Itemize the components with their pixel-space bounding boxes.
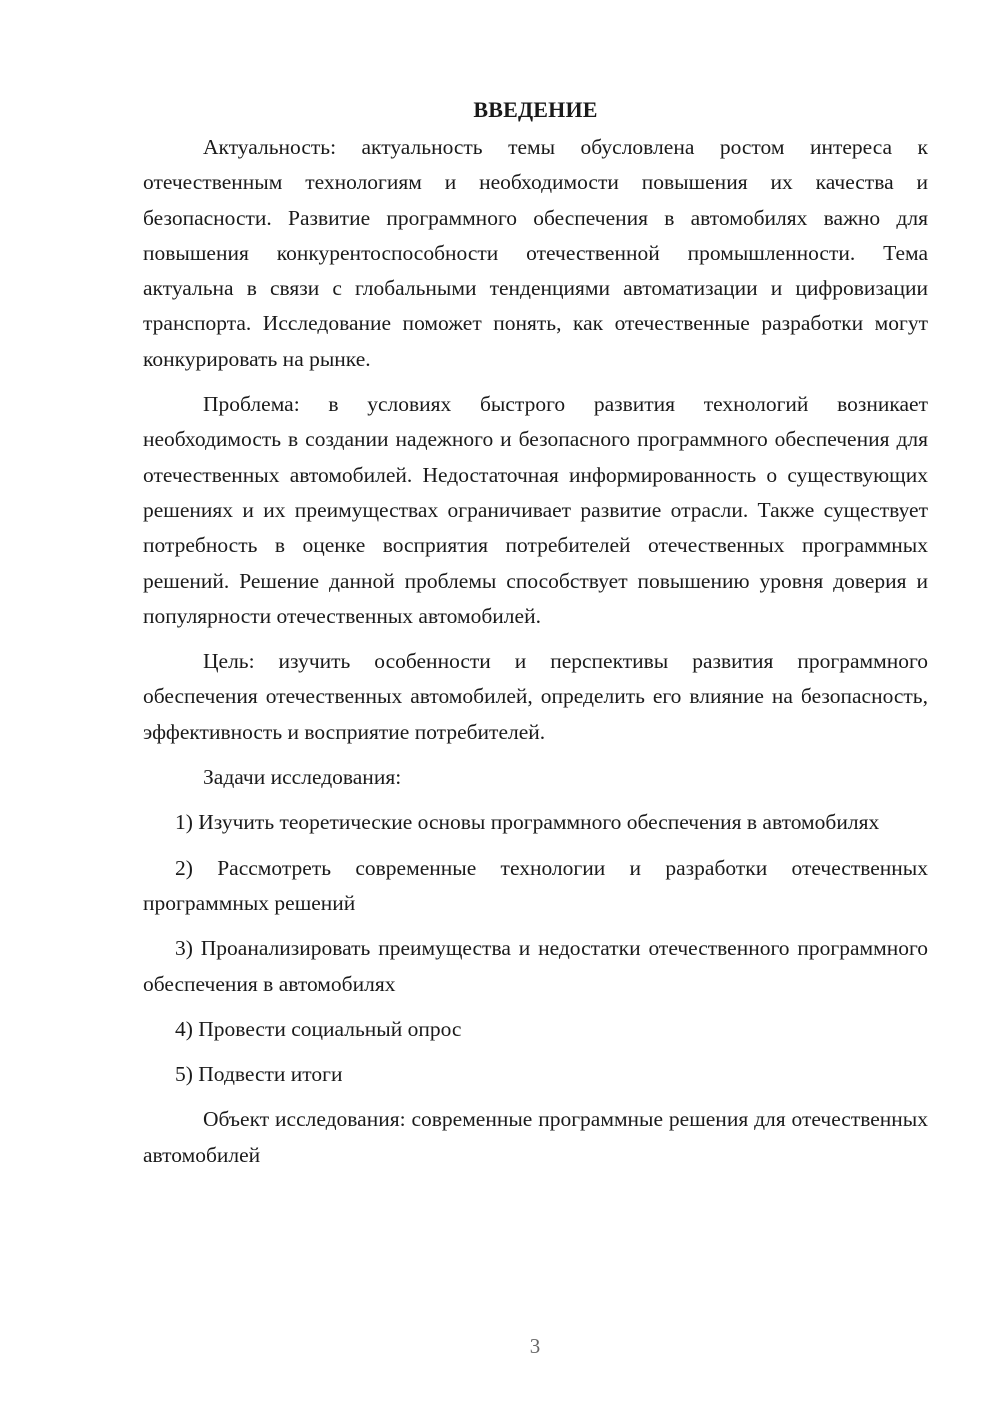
paragraph-goal: Цель: изучить особенности и перспективы развития программного обеспечения отечественных автомобилей, определить его влияние на безопасность, эффективность и восприятие потребителей. (143, 649, 928, 744)
task-item-5: 5) Подвести итоги (175, 1062, 343, 1087)
task-item-2: 2) Рассмотреть современные технологии и разработки отечественных программных решений (143, 855, 928, 915)
task-item-3: 3) Проанализировать преимущества и недостатки отечественного программного обеспечения в автомобилях (143, 936, 928, 996)
paragraph-object: Объект исследования: современные программные решения для отечественных автомобилей (143, 1107, 928, 1167)
paragraph-problem: Проблема: в условиях быстрого развития технологий возникает необходимость в создании надежного и безопасного программного обеспечения для отечественных автомобилей. Недостаточная информированность о существующих решениях и их преимуществах ограничивает развитие отрасли. Также существует потребность в оценке восприятия потребителей отечественных программных решений. Решение данной проблемы способствует повышению уровня доверия и популярности отечественных автомобилей. (143, 392, 928, 628)
paragraph-relevance: Актуальность: актуальность темы обусловлена ростом интереса к отечественным технологиям и необходимости повышения их качества и безопасности. Развитие программного обеспечения в автомобилях важно для повышения конкурентоспособности отечественной промышленности. Тема актуальна в связи с глобальными тенденциями автоматизации и цифровизации транспорта. Исследование поможет понять, как отечественные разработки могут конкурировать на рынке. (143, 135, 928, 371)
page-number: 3 (529, 1334, 541, 1358)
page-content (143, 94, 928, 1183)
paragraph-tasks-intro: Задачи исследования: (203, 765, 402, 790)
task-item-1: 1) Изучить теоретические основы программного обеспечения в автомобилях (175, 810, 880, 835)
section-heading: ВВЕДЕНИЕ (473, 97, 598, 122)
task-item-4: 4) Провести социальный опрос (175, 1016, 462, 1041)
